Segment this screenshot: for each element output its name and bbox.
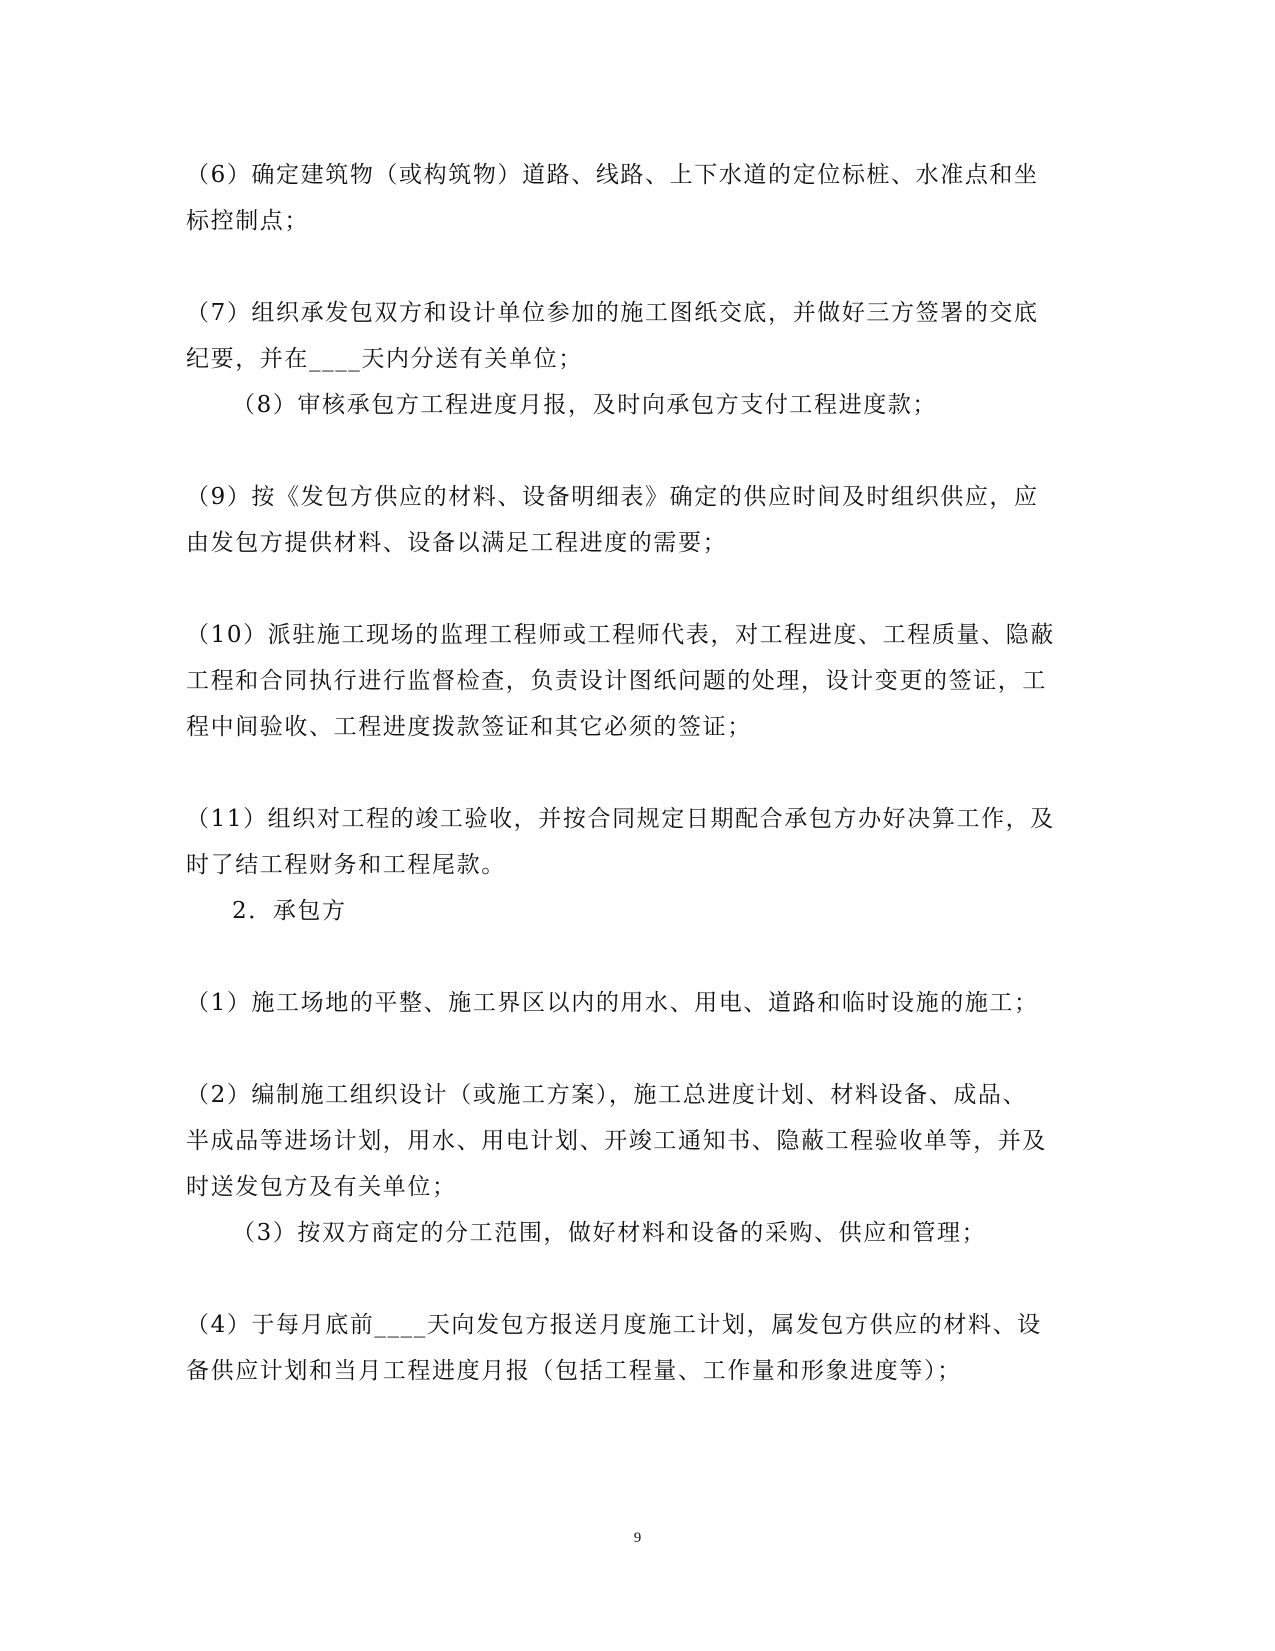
page-number: 9 <box>633 1530 642 1546</box>
text-line-10: 程中间验收、工程进度拨款签证和其它必须的签证； <box>186 714 752 740</box>
text-line-3: （7）组织承发包双方和设计单位参加的施工图纸交底，并做好三方签署的交底 <box>186 300 1039 326</box>
text-line-15: （2）编制施工组织设计（或施工方案），施工总进度计划、材料设备、成品、 <box>186 1082 1028 1108</box>
text-line-16: 半成品等进场计划，用水、用电计划、开竣工通知书、隐蔽工程验收单等，并及 <box>186 1128 1047 1154</box>
text-line-18: （3）按双方商定的分工范围，做好材料和设备的采购、供应和管理； <box>232 1220 987 1246</box>
text-line-2: 标控制点； <box>186 208 309 234</box>
section-heading: 2．承包方 <box>232 898 347 924</box>
text-line-17: 时送发包方及有关单位； <box>186 1174 457 1200</box>
text-line-6: （9）按《发包方供应的材料、设备明细表》确定的供应时间及时组织供应，应 <box>186 484 1039 510</box>
text-line-20: 备供应计划和当月工程进度月报（包括工程量、工作量和形象进度等）； <box>186 1358 962 1384</box>
text-line-7: 由发包方提供材料、设备以满足工程进度的需要； <box>186 530 728 556</box>
text-line-8: （10）派驻施工现场的监理工程师或工程师代表，对工程进度、工程质量、隐蔽 <box>186 622 1055 648</box>
text-line-4: 纪要，并在____天内分送有关单位； <box>186 346 583 372</box>
text-line-19: （4）于每月底前____天向发包方报送月度施工计划，属发包方供应的材料、设 <box>186 1312 1042 1338</box>
text-line-12: 时了结工程财务和工程尾款。 <box>186 852 506 878</box>
text-line-9: 工程和合同执行进行监督检查，负责设计图纸问题的处理，设计变更的签证，工 <box>186 668 1047 694</box>
text-line-14: （1）施工场地的平整、施工界区以内的用水、用电、道路和临时设施的施工； <box>186 990 1039 1016</box>
text-line-1: （6）确定建筑物（或构筑物）道路、线路、上下水道的定位标桩、水准点和坐 <box>186 162 1039 188</box>
text-line-11: （11）组织对工程的竣工验收，并按合同规定日期配合承包方办好决算工作，及 <box>186 806 1055 832</box>
text-line-5: （8）审核承包方工程进度月报，及时向承包方支付工程进度款； <box>232 392 938 418</box>
